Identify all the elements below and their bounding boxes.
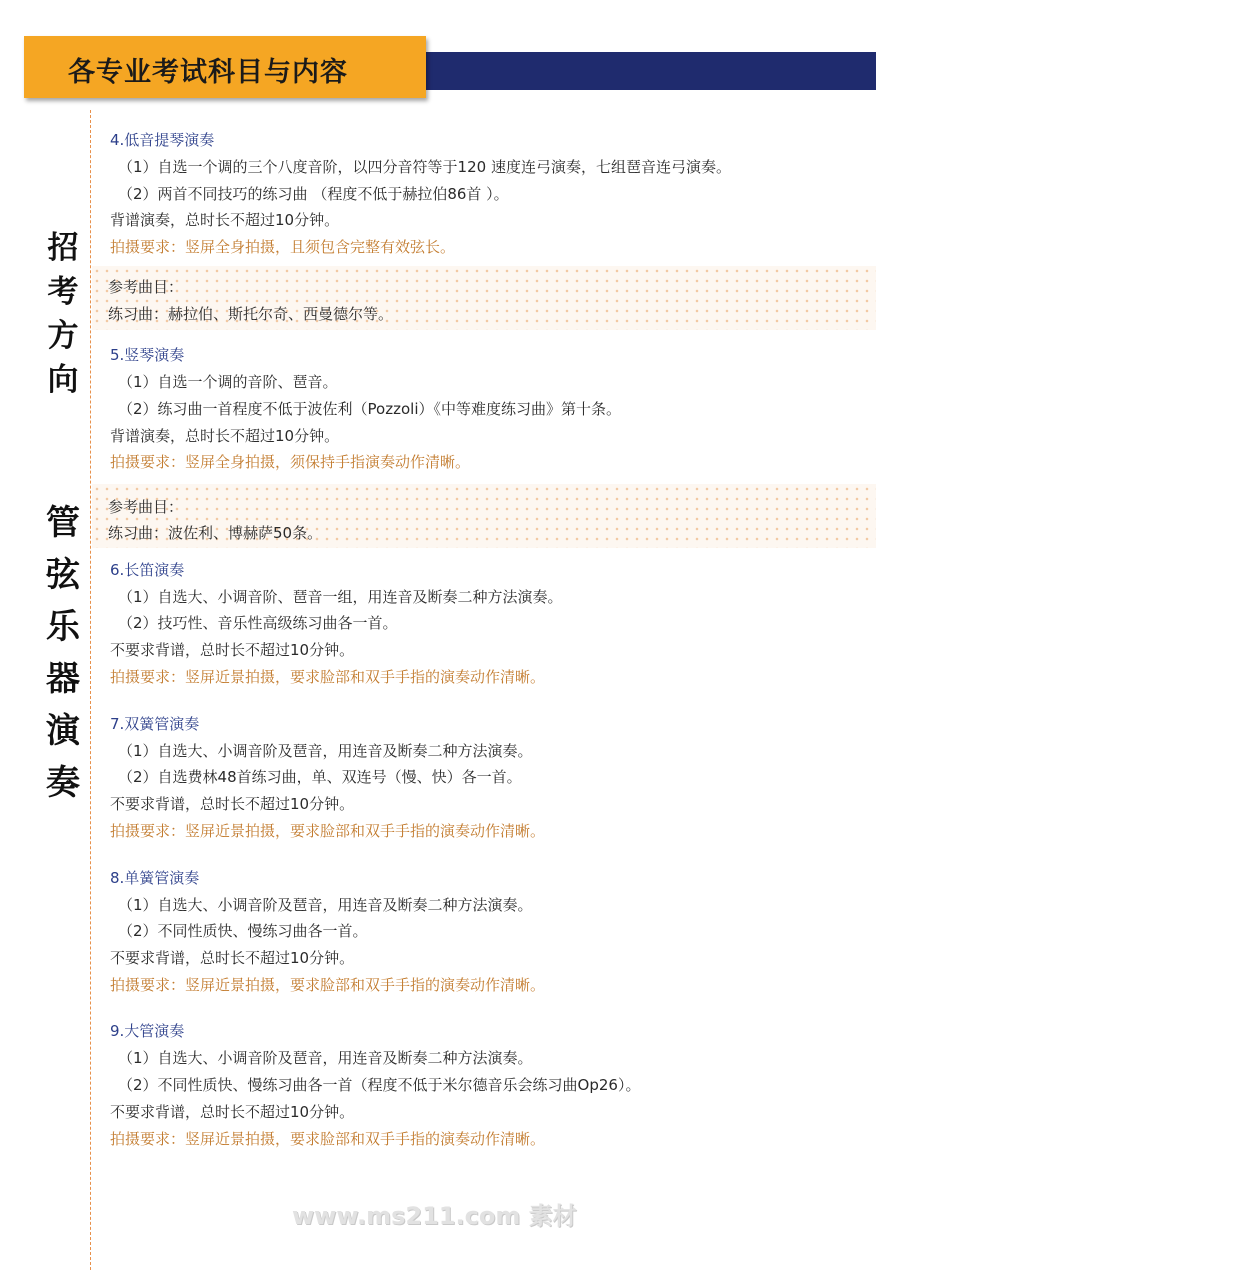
section-9-item-1: （1）自选大、小调音阶及琶音，用连音及断奏二种方法演奏。	[118, 1049, 533, 1067]
side-divider	[90, 110, 91, 1270]
section-4-item-3: 背谱演奏，总时长不超过10分钟。	[110, 211, 340, 229]
section-9-requirement: 拍摄要求：竖屏近景拍摄，要求脸部和双手手指的演奏动作清晰。	[110, 1130, 546, 1148]
section-4-item-1: （1）自选一个调的三个八度音阶，以四分音符等于120 速度连弓演奏，七组琶音连弓演奏。	[118, 158, 731, 176]
section-7-item-1: （1）自选大、小调音阶及琶音，用连音及断奏二种方法演奏。	[118, 742, 533, 760]
watermark: www.ms211.com 素材	[292, 1202, 577, 1230]
section-5-requirement: 拍摄要求：竖屏全身拍摄，须保持手指演奏动作清晰。	[110, 453, 471, 471]
section-6-requirement: 拍摄要求：竖屏近景拍摄，要求脸部和双手手指的演奏动作清晰。	[110, 668, 546, 686]
section-5-item-1: （1）自选一个调的音阶、琶音。	[118, 373, 338, 391]
section-7-item-2: （2）自选费林48首练习曲，单、双连号（慢、快）各一首。	[118, 768, 522, 786]
section-title-5: 5.竖琴演奏	[110, 346, 185, 364]
section-8-item-3: 不要求背谱，总时长不超过10分钟。	[110, 949, 355, 967]
section-9-item-3: 不要求背谱，总时长不超过10分钟。	[110, 1103, 355, 1121]
section-title-4: 4.低音提琴演奏	[110, 131, 215, 149]
header-title-box	[24, 36, 426, 98]
section-7-item-3: 不要求背谱，总时长不超过10分钟。	[110, 795, 355, 813]
side-label-category: 管弦乐器演奏	[46, 503, 80, 803]
section-title-8: 8.单簧管演奏	[110, 869, 200, 887]
section-title-9: 9.大管演奏	[110, 1022, 185, 1040]
side-label-recruit-direction: 招考方向	[47, 230, 79, 398]
section-5-item-2: （2）练习曲一首程度不低于波佐利（Pozzoli）《中等难度练习曲》第十条。	[118, 400, 621, 418]
section-5-reference-label: 参考曲目：	[108, 498, 184, 516]
section-4-reference-content: 练习曲：赫拉伯、斯托尔奇、西曼德尔等。	[108, 305, 394, 323]
section-5-item-3: 背谱演奏，总时长不超过10分钟。	[110, 427, 340, 445]
section-title-6: 6.长笛演奏	[110, 561, 185, 579]
section-4-requirement: 拍摄要求：竖屏全身拍摄，且须包含完整有效弦长。	[110, 238, 456, 256]
section-8-item-1: （1）自选大、小调音阶及琶音，用连音及断奏二种方法演奏。	[118, 896, 533, 914]
section-6-item-3: 不要求背谱，总时长不超过10分钟。	[110, 641, 355, 659]
section-9-item-2: （2）不同性质快、慢练习曲各一首（程度不低于米尔德音乐会练习曲Op26）。	[118, 1076, 641, 1094]
section-8-requirement: 拍摄要求：竖屏近景拍摄，要求脸部和双手手指的演奏动作清晰。	[110, 976, 546, 994]
section-7-requirement: 拍摄要求：竖屏近景拍摄，要求脸部和双手手指的演奏动作清晰。	[110, 822, 546, 840]
page-number: 19	[1214, 110, 1245, 136]
section-8-item-2: （2）不同性质快、慢练习曲各一首。	[118, 922, 368, 940]
page-title: 各专业考试科目与内容	[68, 57, 348, 88]
section-4-reference-label: 参考曲目：	[108, 278, 184, 296]
section-title-7: 7.双簧管演奏	[110, 715, 200, 733]
section-6-item-2: （2）技巧性、音乐性高级练习曲各一首。	[118, 614, 398, 632]
section-4-item-2: （2）两首不同技巧的练习曲 （程度不低于赫拉伯86首 ）。	[118, 185, 509, 203]
header-bar	[424, 52, 1245, 136]
section-5-reference-content: 练习曲：波佐利、博赫萨50条。	[108, 524, 323, 542]
section-6-item-1: （1）自选大、小调音阶、琶音一组，用连音及断奏二种方法演奏。	[118, 588, 563, 606]
